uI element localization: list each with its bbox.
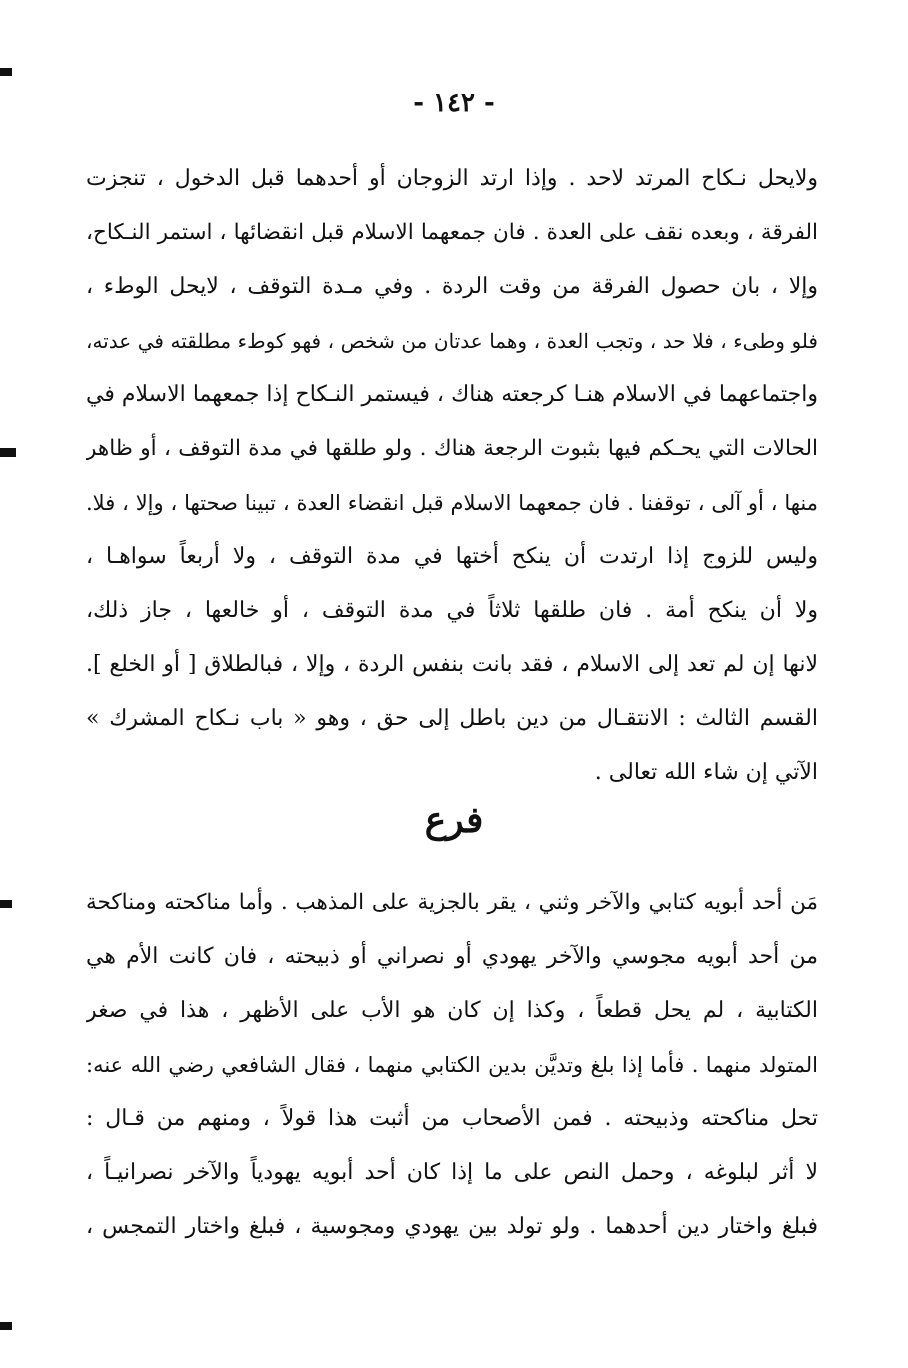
text-line: الآتي إن شاء الله تعالى . [594, 760, 818, 785]
text-line: لانها إن لم تعد إلى الاسلام ، فقد بانت بنفس الردة ، وإلا ، فبالطلاق [ أو الخلع ]. [86, 652, 818, 677]
text-line: فلو وطىء ، فلا حد ، وتجب العدة ، وهما عدتان من شخص ، فهو كوطء مطلقته في عدته، [86, 329, 818, 353]
text-line: المتولد منهما . فأما إذا بلغ وتديَّن بدين الكتابي منهما ، فقال الشافعي رضي الله عنه: [86, 1053, 818, 1077]
text-line: الكتابية ، لم يحل قطعاً ، وكذا إن كان هو الأب على الأظهر ، هذا في صغر [86, 998, 818, 1023]
text-line: وإلا ، بان حصول الفرقة من وقت الردة . وفي مـدة التوقف ، لايحل الوطء ، [86, 274, 818, 299]
text-line: لا أثر لبلوغه ، وحمل النص على ما إذا كان أحد أبويه يهودياً والآخر نصرانيـاً ، [86, 1160, 818, 1185]
text-line: منها ، أو آلى ، توقفنا . فان جمعهما الاسلام قبل انقضاء العدة ، تبينا صحتها ، وإلا ، فلا. [86, 491, 818, 515]
text-line: من أحد أبويه مجوسي والآخر يهودي أو نصراني أو ذبيحته ، فان كانت الأم هي [86, 944, 818, 969]
text-line: فبلغ واختار دين أحدهما . ولو تولد بين يهودي ومجوسية ، فبلغ واختار التمجس ، [86, 1214, 818, 1239]
text-line: وليس للزوج إذا ارتدت أن ينكح أختها في مدة التوقف ، ولا أربعاً سواهـا ، [86, 544, 818, 569]
paragraph-2 [86, 876, 818, 1254]
margin-mark [0, 1322, 12, 1330]
text-line: مَن أحد أبويه كتابي والآخر وثني ، يقر بالجزية على المذهب . وأما مناكحته ومناكحة [86, 890, 818, 915]
section-heading: فرع [424, 799, 484, 841]
text-line: الحالات التي يحـكم فيها بثبوت الرجعة هناك . ولو طلقها في مدة التوقف ، أو ظاهر [86, 436, 818, 461]
margin-mark [0, 448, 16, 457]
text-line: القسم الثالث : الانتقـال من دين باطل إلى حق ، وهو « باب نـكاح المشرك » [86, 706, 818, 731]
text-line: ولا أن ينكح أمة . فان طلقها ثلاثاً في مدة التوقف ، أو خالعها ، جاز ذلك، [86, 598, 818, 623]
paragraph-1 [86, 152, 818, 800]
margin-mark [0, 68, 12, 76]
page-number: - ١٤٢ - [413, 88, 495, 118]
text-line: ولايحل نـكاح المرتد لاحد . وإذا ارتد الزوجان أو أحدهما قبل الدخول ، تنجزت [86, 166, 818, 191]
text-line: تحل مناكحته وذبيحته . فمن الأصحاب من أثبت هذا قولاً ، ومنهم من قـال : [86, 1106, 818, 1131]
margin-mark [0, 900, 12, 908]
text-line: واجتماعهما في الاسلام هنـا كرجعته هناك ، فيستمر النـكاح إذا جمعهما الاسلام في [86, 382, 818, 407]
text-line: الفرقة ، وبعده نقف على العدة . فان جمعهما الاسلام قبل انقضائها ، استمر النـكاح، [86, 220, 818, 245]
